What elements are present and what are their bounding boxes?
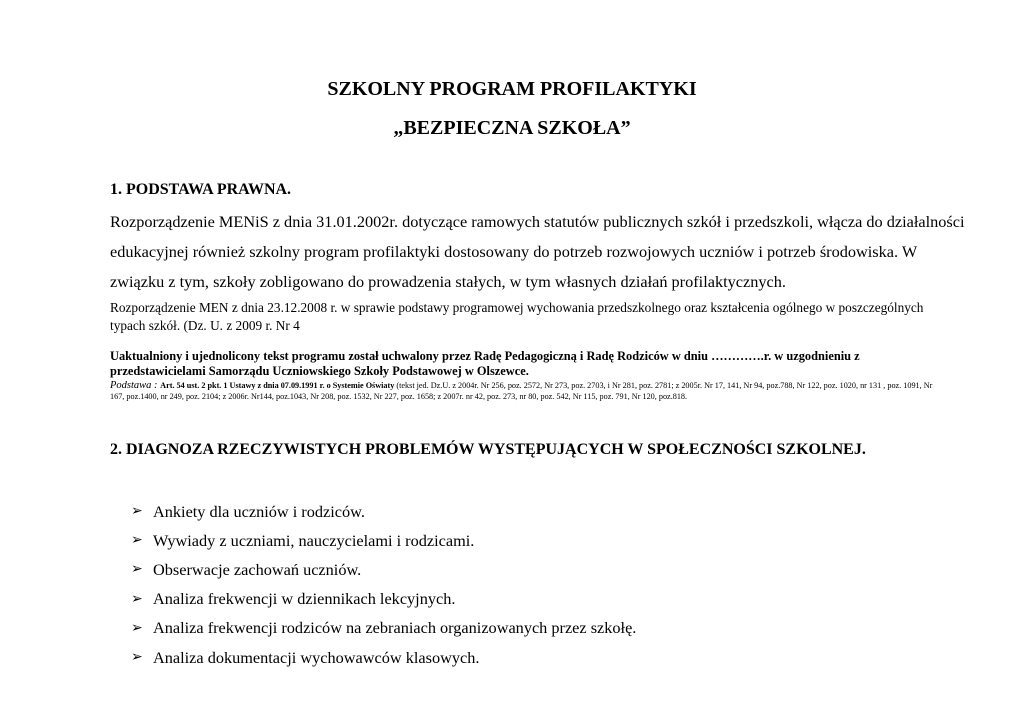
- list-item: [131, 614, 636, 643]
- legal-basis-note: [110, 380, 940, 402]
- list-item-text: Wywiady z uczniami, nauczycielami i rodzicami.: [153, 530, 475, 550]
- basis-act: Art. 54 ust. 2 pkt. 1 Ustawy z dnia 07.09.1991 r. o Systemie Oświaty: [160, 381, 395, 390]
- arrowhead-bullet-icon: ➢: [131, 504, 143, 520]
- approval-paragraph: Uaktualniony i ujednolicony tekst programu został uchwalony przez Radę Pedagogiczną i Radę Rodziców w dniu ………….r. w uzgodnieniu z przedstawicielami Samorządu Uczniowskiego Szkoły Podstawowej w Olszewce.: [110, 349, 860, 378]
- arrowhead-bullet-icon: ➢: [131, 591, 143, 607]
- list-item-text: Analiza dokumentacji wychowawców klasowych.: [153, 647, 480, 667]
- list-item: [131, 497, 636, 526]
- list-item-text: Ankiety dla uczniów i rodziców.: [153, 501, 365, 521]
- arrowhead-bullet-icon: ➢: [131, 620, 143, 636]
- list-item: [131, 526, 636, 555]
- arrowhead-bullet-icon: ➢: [131, 533, 143, 549]
- basis-label: Podstawa :: [110, 380, 161, 391]
- section1-heading: 1. PODSTAWA PRAWNA.: [110, 181, 292, 198]
- arrowhead-bullet-icon: ➢: [131, 562, 143, 578]
- arrowhead-bullet-icon: ➢: [131, 650, 143, 666]
- list-item: [131, 643, 636, 672]
- diagnosis-methods-list: [131, 497, 636, 672]
- document-subtitle: „BEZPIECZNA SZKOŁA”: [393, 117, 631, 139]
- basis-details: (tekst jed. Dz.U. z 2004r. Nr 256, poz. 2572, Nr 273, poz. 2703, i Nr 281, poz. 2781; z 2005r. Nr 17, 141, Nr 94, poz.788, Nr 122, poz. 1020, nr 131 , poz. 1091, Nr 167, poz.1400, nr 249, poz. 2104; z 2006r. Nr144, poz.1043, Nr 208, poz. 1532, Nr 227, poz. 1658; z 2007r. nr 42, poz. 273, nr 80, poz. 542, Nr 115, poz. 791, Nr 120, poz.818.: [110, 381, 933, 401]
- list-item: [131, 585, 636, 614]
- list-item-text: Analiza frekwencji w dziennikach lekcyjnych.: [153, 589, 456, 609]
- section2-heading: 2. DIAGNOZA RZECZYWISTYCH PROBLEMÓW WYSTĘPUJĄCYCH W SPOŁECZNOŚCI SZKOLNEJ.: [110, 441, 866, 458]
- document-title: SZKOLNY PROGRAM PROFILAKTYKI: [327, 78, 697, 100]
- regulation-paragraph: Rozporządzenie MEN z dnia 23.12.2008 r. w sprawie podstawy programowej wychowania przedszkolnego oraz kształcenia ogólnego w poszczególnych typach szkół. (Dz. U. z 2009 r. Nr 4: [110, 300, 924, 333]
- legal-basis-paragraph: Rozporządzenie MENiS z dnia 31.01.2002r. dotyczące ramowych statutów publicznych szkół i przedszkoli, włącza do działalności edukacyjnej również szkolny program profilaktyki dostosowany do potrzeb rozwojowych uczniów i potrzeb środowiska. W związku z tym, szkoły zobligowano do prowadzenia stałych, w tym własnych działań profilaktycznych.: [110, 212, 965, 291]
- list-item-text: Analiza frekwencji rodziców na zebraniach organizowanych przez szkołę.: [153, 618, 637, 638]
- list-item-text: Obserwacje zachowań uczniów.: [153, 559, 362, 579]
- list-item: [131, 555, 636, 584]
